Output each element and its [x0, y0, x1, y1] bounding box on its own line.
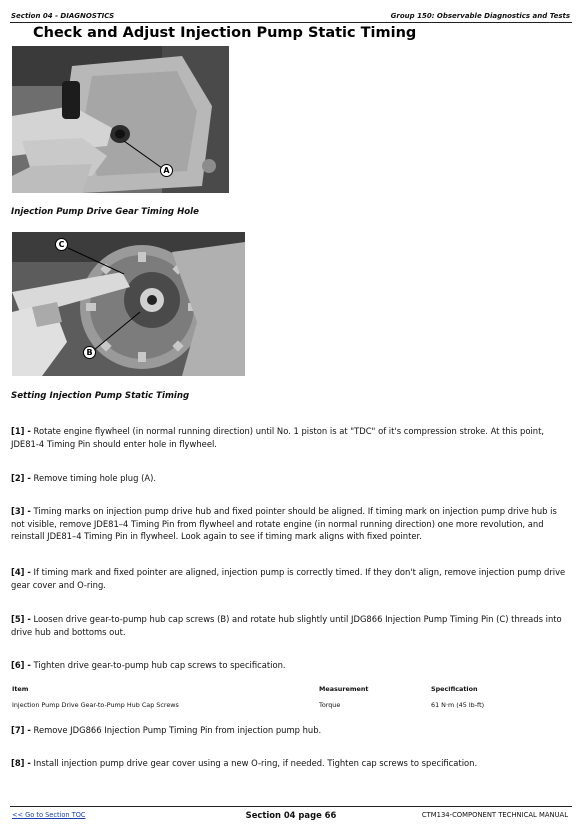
step-text: Rotate engine flywheel (in normal running direction) until No. 1 piston is at "TDC" of it's compression stroke. At this point, JDE81-4 Timing Pin should enter hole in flywheel. — [11, 426, 545, 449]
step-number: [8] - — [11, 758, 31, 768]
cell-item: Injection Pump Drive Gear-to-Pump Hub Cap Screws — [12, 701, 179, 709]
step-6 — [11, 659, 568, 672]
cell-specification: 61 N·m (45 lb-ft) — [431, 701, 485, 709]
section-toc-link[interactable]: << Go to Section TOC — [12, 811, 86, 819]
footer-divider — [10, 806, 572, 807]
step-1 — [11, 425, 568, 450]
header-measurement: Measurement — [319, 685, 369, 693]
callout-a: A — [160, 164, 173, 177]
header-specification: Specification — [431, 685, 478, 693]
step-text: If timing mark and fixed pointer are aligned, injection pump is correctly timed. If they don't align, remove injection pump drive gear cover and O-ring. — [11, 567, 566, 590]
step-text: Loosen drive gear-to-pump hub cap screws (B) and rotate hub slightly until JDG866 Injection Pump Timing Pin (C) threads into drive hub and bottoms out. — [11, 614, 562, 637]
step-number: [5] - — [11, 614, 31, 624]
section-header: Section 04 - DIAGNOSTICS — [11, 12, 115, 20]
step-4 — [11, 566, 568, 591]
spec-table — [12, 685, 568, 713]
table-header-row — [12, 685, 568, 697]
step-7 — [11, 724, 568, 737]
step-text: Remove timing hole plug (A). — [30, 473, 156, 483]
step-number: [3] - — [11, 506, 31, 516]
manual-name: CTM134-COMPONENT TECHNICAL MANUAL — [421, 811, 568, 819]
step-2 — [11, 472, 568, 485]
step-number: [2] - — [11, 473, 31, 483]
timing-hole-photo — [12, 46, 229, 193]
figure-1-caption: Injection Pump Drive Gear Timing Hole — [11, 207, 199, 217]
step-text: Remove JDG866 Injection Pump Timing Pin from injection pump hub. — [30, 725, 322, 735]
step-text: Tighten drive gear-to-pump hub cap screws to specification. — [30, 660, 286, 670]
step-3 — [11, 505, 568, 543]
step-text: Timing marks on injection pump drive hub and fixed pointer should be aligned. If timing mark on injection pump drive hub is not visible, remove JDE81–4 Timing Pin from flywheel and rotate engine (in normal running direction) one more revolution, and reinstall JDE81–4 Timing Pin in flywheel. Look again to see if timing mark aligns with fixed pointer. — [11, 506, 557, 542]
page-title: Check and Adjust Injection Pump Static Timing — [33, 25, 417, 41]
step-8 — [11, 757, 568, 770]
callout-b: B — [83, 346, 96, 359]
step-number: [7] - — [11, 725, 31, 735]
callout-c: C — [55, 238, 68, 251]
table-row — [12, 701, 568, 713]
step-number: [6] - — [11, 660, 31, 670]
step-number: [1] - — [11, 426, 31, 436]
group-header: Group 150: Observable Diagnostics and Tests — [390, 12, 570, 20]
step-5 — [11, 613, 568, 638]
figure-2-caption: Setting Injection Pump Static Timing — [11, 391, 190, 401]
step-text: Install injection pump drive gear cover using a new O-ring, if needed. Tighten cap screws to specification. — [30, 758, 478, 768]
header-item: Item — [12, 685, 29, 693]
step-number: [4] - — [11, 567, 31, 577]
page-number: Section 04 page 66 — [245, 810, 337, 820]
cell-measurement: Torque — [319, 701, 341, 709]
static-timing-photo — [12, 232, 245, 376]
header-divider — [10, 22, 572, 23]
